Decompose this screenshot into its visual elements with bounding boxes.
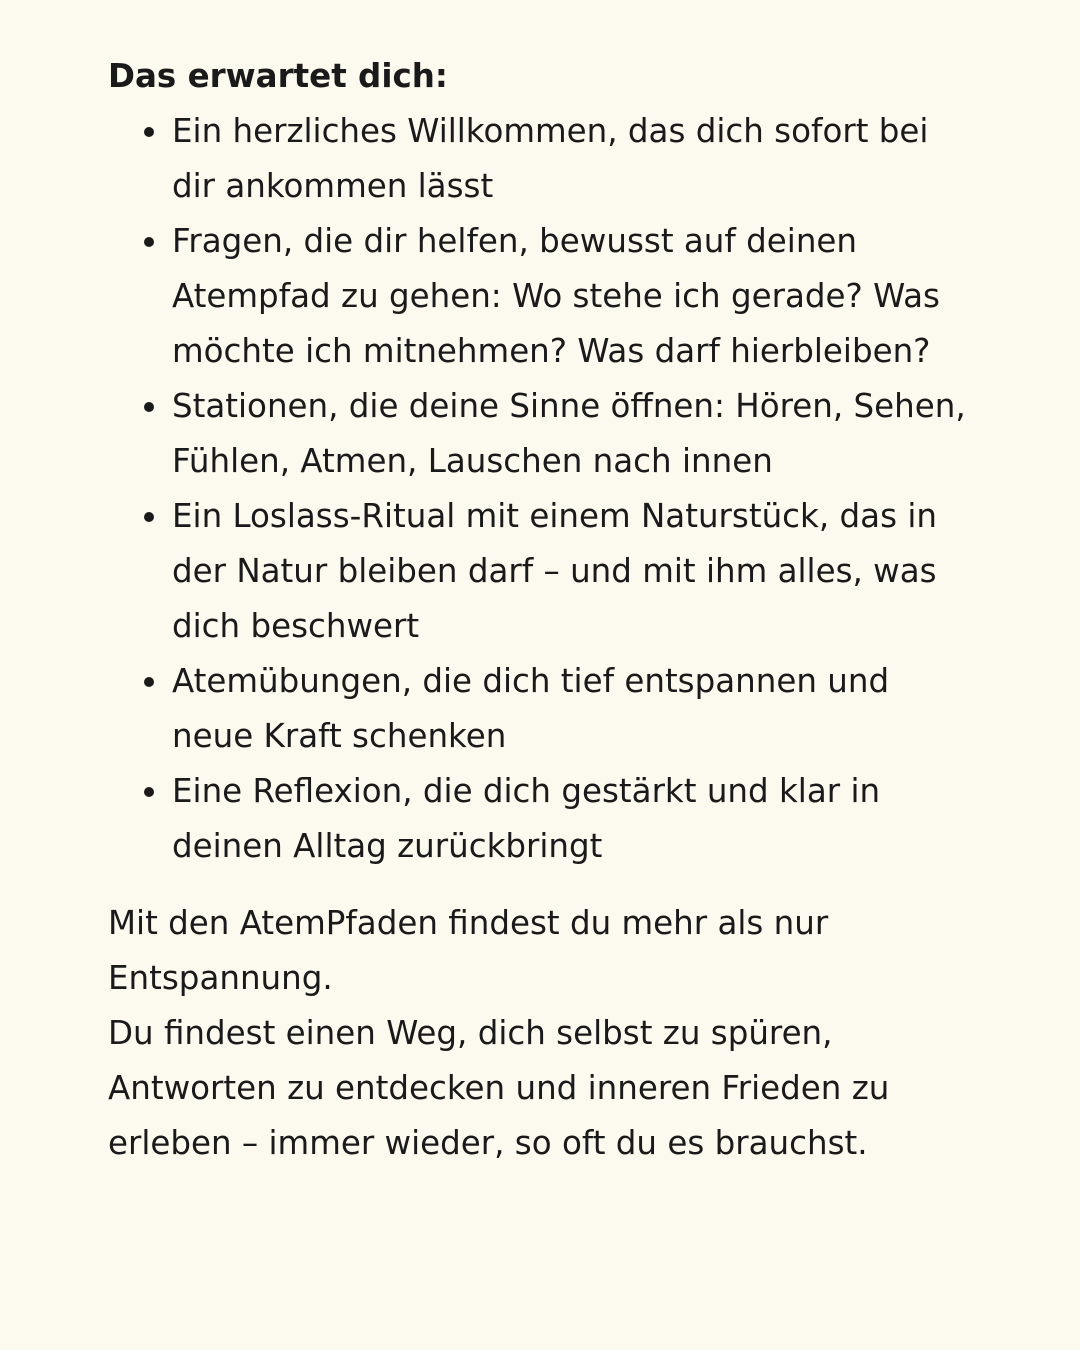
list-item-text: Eine Reflexion, die dich gestärkt und klar in deinen Alltag zurückbringt xyxy=(172,772,881,865)
list-item-text: Ein herzliches Willkommen, das dich sofort bei dir ankommen lässt xyxy=(172,112,929,205)
list-item xyxy=(172,654,968,764)
list-item-text: Stationen, die deine Sinne öffnen: Hören, Sehen, Fühlen, Atmen, Lauschen nach innen xyxy=(172,387,966,480)
content xyxy=(108,49,968,1171)
list-item xyxy=(172,379,968,489)
bullet-icon xyxy=(144,512,154,522)
list-item-text: Ein Loslass-Ritual mit einem Naturstück, das in der Natur bleiben darf – und mit ihm alles, was dich beschwert xyxy=(172,497,937,645)
paragraph-closing: Du findest einen Weg, dich selbst zu spüren, Antworten zu entdecken und inneren Frieden zu erleben – immer wieder, so oft du es brauchst. xyxy=(108,1014,890,1162)
bullet-icon xyxy=(144,237,154,247)
list-item xyxy=(172,764,968,874)
bullet-icon xyxy=(144,677,154,687)
list-item xyxy=(172,214,968,379)
list-item-text: Atemübungen, die dich tief entspannen und neue Kraft schenken xyxy=(172,662,890,755)
bullet-icon xyxy=(144,787,154,797)
list-item xyxy=(172,104,968,214)
bullet-icon xyxy=(144,402,154,412)
bullet-icon xyxy=(144,127,154,137)
list-item xyxy=(172,489,968,654)
list-item-text: Fragen, die dir helfen, bewusst auf deinen Atempfad zu gehen: Wo stehe ich gerade? Was möchte ich mitnehmen? Was darf hierbleiben? xyxy=(172,222,940,370)
paragraph-summary: Mit den AtemPfaden findest du mehr als nur Entspannung. xyxy=(108,904,829,997)
section-heading: Das erwartet dich: xyxy=(108,57,448,95)
expectations-list xyxy=(108,104,968,874)
